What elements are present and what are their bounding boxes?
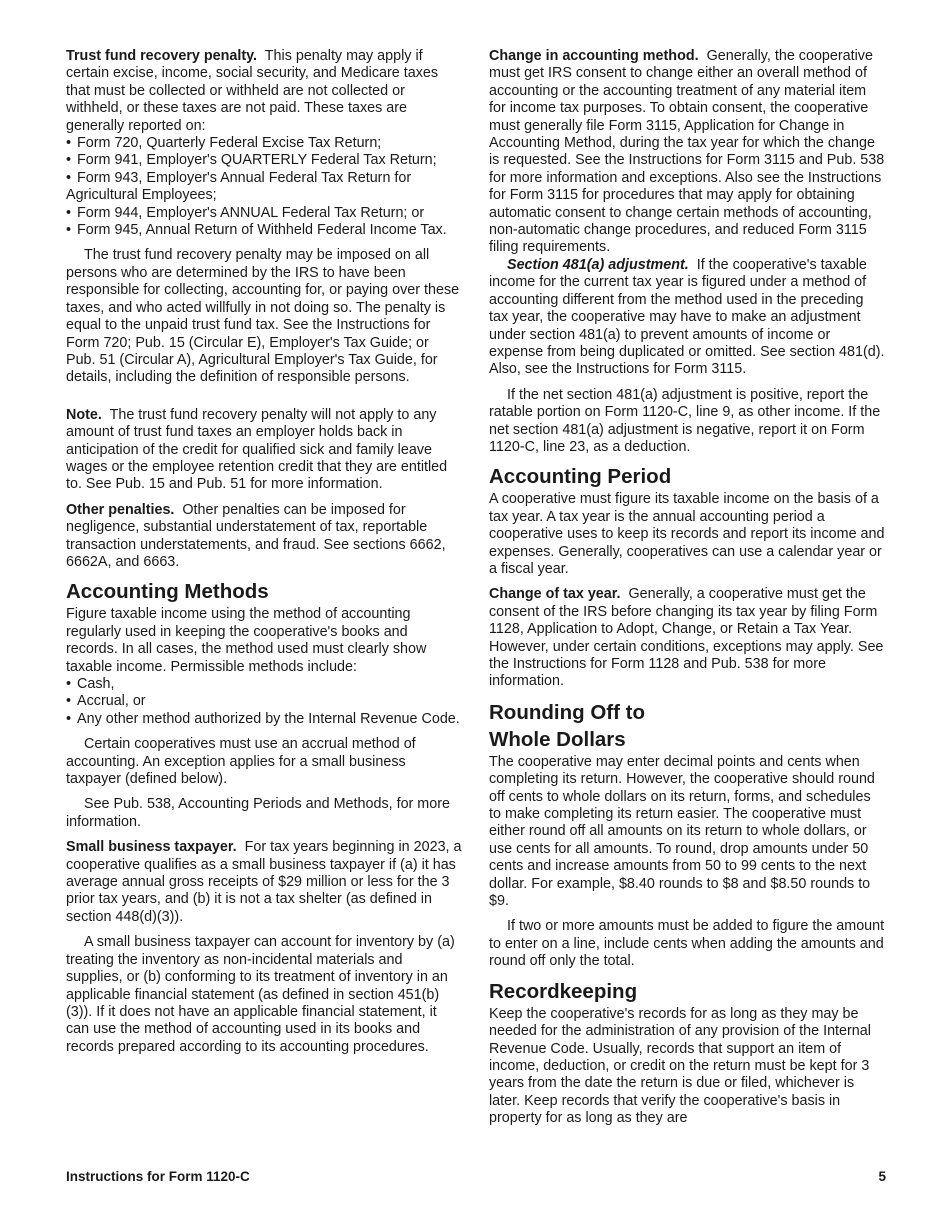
tfrp-text: This penalty may apply if certain excise, income, social security, and Medicare taxes that must be collected or withheld are not collected or withheld, or these taxes are not paid. These taxes are generally reported on: [66, 48, 439, 134]
rounding-paragraph-2: If two or more amounts must be added to figure the amount to enter on a line, include cents when adding the amounts and round off only the total. [489, 918, 885, 970]
note-paragraph [66, 407, 462, 494]
small-business-paragraph-2: A small business taxpayer can account for inventory by (a) treating the inventory as non-incidental materials and supplies, or (b) conforming to its treatment of inventory in an applicable financial statement (as defined in section 451(b)(3)). If it does not have an applicable financial statement, it can use the method of accounting used in its books and records prepared according to its accounting procedures. [66, 934, 455, 1055]
rounding-heading [489, 699, 885, 753]
tfrp-paragraph-2: The trust fund recovery penalty may be imposed on all persons who are determined by the IRS to have been responsible for collecting, accounting for, or paying over these taxes, and who acted willfully in not doing so. The penalty is equal to the unpaid trust fund tax. See the Instructions for Form 720; Pub. 15 (Circular E), Employer's Tax Guide; or Pub. 51 (Circular A), Agricultural Employer's Tax Guide, for details, including the definition of responsible persons. [66, 247, 460, 386]
accounting-methods-heading: Accounting Methods [66, 580, 269, 604]
accounting-methods-text: Figure taxable income using the method of accounting regularly used in keeping the cooperative's books and records. In all cases, the method used must clearly show taxable income. Permissible methods include: [66, 606, 427, 675]
page-footer [66, 1169, 886, 1184]
left-column [66, 48, 462, 1064]
list-item: • Form 720, Quarterly Federal Excise Tax Return; [66, 135, 462, 152]
other-penalties-text: Other penalties can be imposed for negligence, substantial understatement of tax, reportable transaction understatements, and fraud. See sections 6662, 6662A, and 6663. [66, 501, 446, 570]
list-item: • Form 945, Annual Return of Withheld Federal Income Tax. [66, 222, 462, 239]
list-item: • Accrual, or [66, 693, 462, 710]
accounting-period-text: A cooperative must figure its taxable income on the basis of a tax year. A tax year is the annual accounting period a cooperative uses to keep its records and report its income and expenses. Generally, cooperatives can use a calendar year or a fiscal year. [489, 491, 885, 577]
note-heading: Note. [66, 406, 102, 423]
rounding-heading-line-2: Whole Dollars [489, 727, 626, 751]
recordkeeping-text: Keep the cooperative's records for as long as they may be needed for the administration of any provision of the Internal Revenue Code. Usually, records that support an item of income, deduction, or credit on the return must be kept for 3 years from the date the return is due or filed, whichever is later. Keep records that verify the cooperative's basis in property for as long as they are [489, 1005, 871, 1127]
page-number: 5 [878, 1169, 886, 1184]
recordkeeping-heading: Recordkeeping [489, 979, 638, 1003]
accounting-methods-list [66, 676, 462, 728]
list-item: • Cash, [66, 676, 462, 693]
section-481-paragraph-2: If the net section 481(a) adjustment is positive, report the ratable portion on Form 1120-C, line 9, as other income. If the net section 481(a) adjustment is negative, report it on Form 1120-C, line 23, as a deduction. [489, 386, 881, 455]
tfrp-paragraph [66, 48, 462, 135]
right-column [489, 48, 885, 1136]
small-business-text: For tax years beginning in 2023, a cooperative qualifies as a small business taxpayer if (a) it has average annual gross receipts of $29 million or less for the 3 prior tax years, and (b) it is not a tax shelter (as defined in section 448(d)(3)). [66, 839, 462, 925]
section-481-text: If the cooperative's taxable income for the current tax year is figured under a method of accounting different from the method used in the preceding tax year, the cooperative may have to make an adjustment under section 481(a) to prevent amounts of income or expense from being duplicated or omitted. See section 481(d). Also, see the Instructions for Form 3115. [489, 256, 885, 378]
change-method-heading: Change in accounting method. [489, 48, 699, 64]
change-method-paragraph [489, 48, 885, 257]
accounting-methods-paragraph-3: See Pub. 538, Accounting Periods and Methods, for more information. [66, 796, 450, 830]
section-481-heading: Section 481(a) adjustment. [507, 256, 689, 273]
small-business-heading: Small business taxpayer. [66, 839, 237, 856]
list-item: • Form 941, Employer's QUARTERLY Federal Tax Return; [66, 152, 462, 169]
rounding-heading-line-1: Rounding Off to [489, 700, 645, 724]
tfrp-heading: Trust fund recovery penalty. [66, 48, 258, 64]
list-item: • Form 943, Employer's Annual Federal Tax Return for Agricultural Employees; [66, 170, 462, 205]
list-item: • Form 944, Employer's ANNUAL Federal Tax Return; or [66, 205, 462, 222]
change-method-text: Generally, the cooperative must get IRS consent to change either an overall method of accounting or the accounting treatment of any material item for income tax purposes. To obtain consent, the cooperative must generally file Form 3115, Application for Change in Accounting Method, during the tax year for which the change is requested. See the Instructions for Form 3115 and Pub. 538 for more information and exceptions. Also see the Instructions for Form 3115 for procedures that may apply for obtaining automatic consent to change certain methods of accounting, non-automatic change procedures, and reduced Form 3115 filing requirements. [489, 48, 885, 256]
rounding-text: The cooperative may enter decimal points and cents when completing its return. However, the cooperative should round off cents to whole dollars on its return, forms, and schedules to make completing its return easier. The cooperative must either round off all amounts on its return to whole dollars, or use cents for all amounts. To round, drop amounts under 50 cents and increase amounts from 50 to 99 cents to the next dollar. For example, $8.40 rounds to $8 and $8.50 rounds to $9. [489, 753, 875, 910]
accounting-period-heading: Accounting Period [489, 465, 672, 489]
list-item: • Any other method authorized by the Internal Revenue Code. [66, 711, 462, 728]
footer-title: Instructions for Form 1120-C [66, 1169, 250, 1184]
accounting-methods-paragraph-2: Certain cooperatives must use an accrual method of accounting. An exception applies for a small business taxpayer (defined below). [66, 736, 416, 788]
other-penalties-heading: Other penalties. [66, 501, 175, 518]
small-business-paragraph [66, 839, 462, 926]
other-penalties-paragraph [66, 502, 462, 572]
change-tax-year-text: Generally, a cooperative must get the consent of the IRS before changing its tax year by filing Form 1128, Application to Adopt, Change, or Retain a Tax Year. However, under certain conditions, exceptions may apply. See the Instructions for Form 1128 and Pub. 538 for more information. [489, 586, 884, 690]
section-481-paragraph [489, 257, 885, 379]
tfrp-form-list [66, 135, 462, 239]
change-tax-year-heading: Change of tax year. [489, 586, 621, 603]
change-tax-year-paragraph [489, 586, 885, 690]
note-text: The trust fund recovery penalty will not apply to any amount of trust fund taxes an employer holds back in anticipation of the credit for qualified sick and family leave wages or the employee retention credit that they are entitled to. See Pub. 15 and Pub. 51 for more information. [66, 406, 448, 493]
